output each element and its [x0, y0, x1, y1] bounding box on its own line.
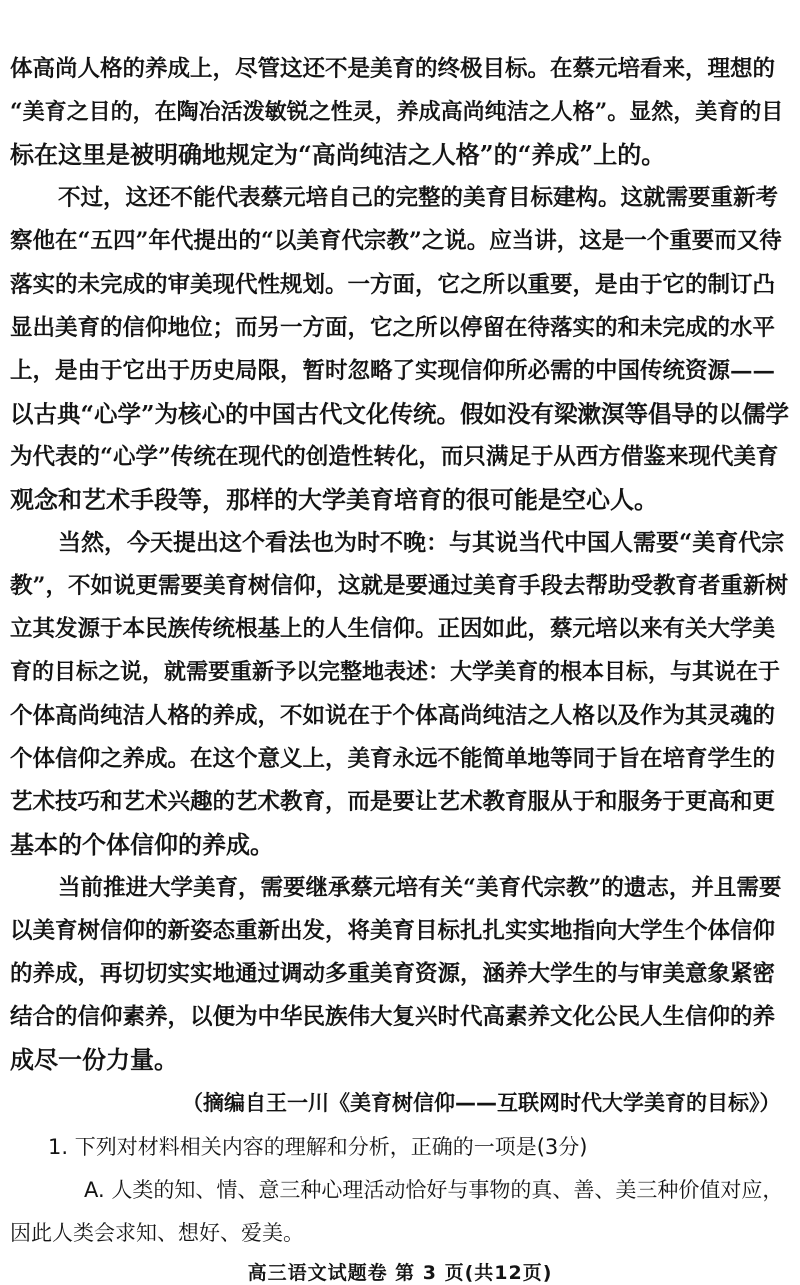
passage-line: 艺术技巧和艺术兴趣的艺术教育，而是要让艺术教育服从于和服务于更高和更 — [10, 788, 776, 815]
passage-line: 以美育树信仰的新姿态重新出发，将美育目标扎扎实实地指向大学生个体信仰 — [10, 918, 776, 944]
passage-line: 的养成，再切切实实地通过调动多重美育资源，涵养大学生的与审美意象紧密 — [10, 961, 776, 988]
passage-line: 成尽一份力量。 — [10, 1045, 178, 1075]
passage-line: “美育之目的，在陶冶活泼敏锐之性灵，养成高尚纯洁之人格”。显然，美育的目 — [10, 99, 784, 126]
passage-line: 落实的未完成的审美现代性规划。一方面，它之所以重要，是由于它的制订凸 — [10, 271, 776, 298]
passage-line: 当前推进大学美育，需要继承蔡元培有关“美育代宗教”的遗志，并且需要 — [58, 874, 782, 901]
question-stem: 1. 下列对材料相关内容的理解和分析，正确的一项是(3分) — [48, 1134, 588, 1159]
passage-line: 教”，不如说更需要美育树信仰，这就是要通过美育手段去帮助受教育者重新树 — [10, 573, 788, 600]
passage-line: 不过，这还不能代表蔡元培自己的完整的美育目标建构。这就需要重新考 — [58, 185, 779, 212]
passage-line: 个体信仰之养成。在这个意义上，美育永远不能简单地等同于旨在培育学生的 — [10, 745, 776, 772]
option-a-line2: 因此人类会求知、想好、爱美。 — [10, 1220, 304, 1245]
option-a-line1: A. 人类的知、情、意三种心理活动恰好与事物的真、善、美三种价值对应， — [84, 1177, 784, 1202]
passage-line: 以古典“心学”为核心的中国古代文化传统。假如没有梁漱溟等倡导的以儒学 — [10, 399, 790, 428]
source-citation: （摘编自王一川《美育树信仰——互联网时代大学美育的目标》） — [182, 1091, 781, 1116]
passage-line: 观念和艺术手段等，那样的大学美育培育的很可能是空心人。 — [10, 485, 658, 514]
passage-line: 育的目标之说，就需要重新予以完整地表述：大学美育的根本目标，与其说在于 — [10, 659, 781, 686]
passage-line: 上，是由于它出于历史局限，暂时忽略了实现信仰所必需的中国传统资源—— — [10, 357, 776, 384]
passage-line: 个体高尚纯洁人格的养成，不如说在于个体高尚纯洁之人格以及作为其灵魂的 — [10, 702, 776, 729]
passage-line: 立其发源于本民族传统根基上的人生信仰。正因如此，蔡元培以来有关大学美 — [10, 616, 776, 643]
passage-line: 体高尚人格的养成上，尽管这还不是美育的终极目标。在蔡元培看来，理想的 — [10, 56, 776, 82]
passage-line: 为代表的“心学”传统在现代的创造性转化，而只满足于从西方借鉴来现代美育 — [10, 443, 779, 470]
page-footer: 高三语文试题卷 第 3 页(共12页) — [247, 1261, 553, 1284]
passage-line: 当然，今天提出这个看法也为时不晚：与其说当代中国人需要“美育代宗 — [58, 529, 785, 557]
passage-line: 标在这里是被明确地规定为“高尚纯洁之人格”的“养成”上的。 — [10, 140, 666, 170]
passage-line: 显出美育的信仰地位；而另一方面，它之所以停留在待落实的和未完成的水平 — [10, 314, 776, 341]
passage-line: 察他在“五四”年代提出的“以美育代宗教”之说。应当讲，这是一个重要而又待 — [10, 228, 782, 255]
passage-line: 结合的信仰素养，以便为中华民族伟大复兴时代高素养文化公民人生信仰的养 — [10, 1004, 776, 1031]
passage-line: 基本的个体信仰的养成。 — [10, 829, 274, 859]
